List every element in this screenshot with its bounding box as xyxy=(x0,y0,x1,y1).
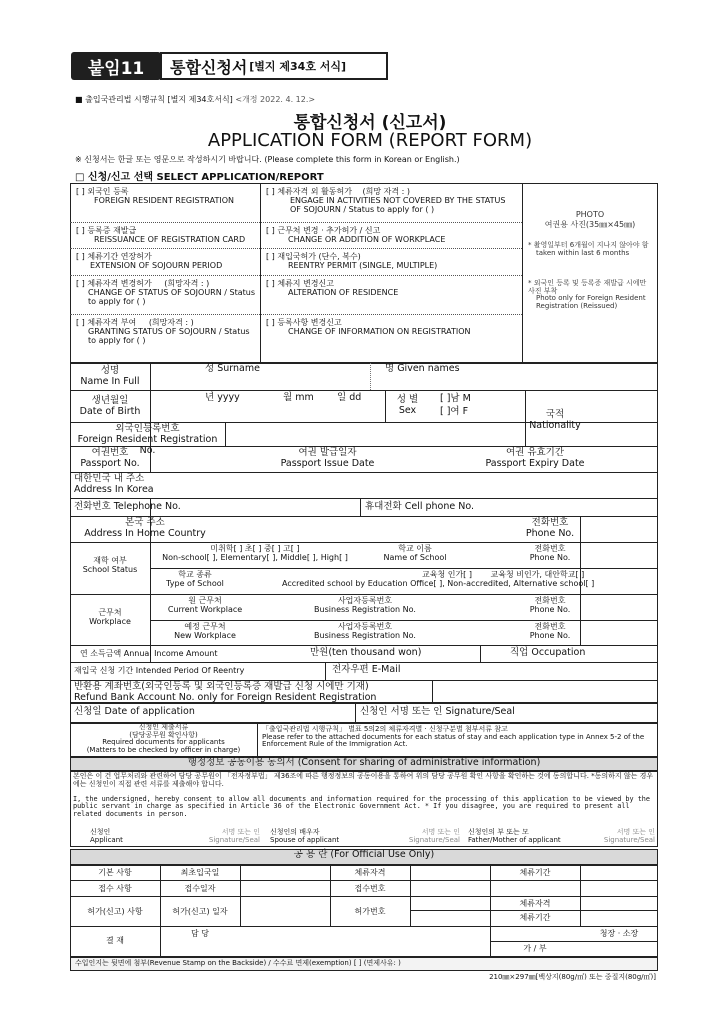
income-label: 연 소득금액 Annual Income Amount xyxy=(80,649,218,658)
option-workplace[interactable]: [ ] 근무처 변경 · 추가허가 / 신고 CHANGE OR ADDITION OF WORKPLACE xyxy=(266,226,446,245)
required-documents-label: 신청인 제출서류 (담당공무원 확인사항) Required documents for applicants (Matters to be checked by officer in charge) xyxy=(86,723,241,755)
photo-box xyxy=(525,210,655,231)
photo-title: PHOTO xyxy=(575,210,605,219)
given-names-label: 명 Given names xyxy=(385,363,460,374)
address-korea-label: 대한민국 내 주소 Address In Korea xyxy=(74,473,154,495)
current-biz-no-label: 사업자등록번호 Business Registration No. xyxy=(314,596,416,615)
sex-label: 성 별 Sex xyxy=(396,394,419,416)
application-date-label: 신청일 Date of application xyxy=(74,706,195,717)
school-phone-label: 전화번호 Phone No. xyxy=(529,544,571,563)
official-receipt-date: 접수일자 xyxy=(184,884,216,893)
paper-spec: 210㎜×297㎜[백상지(80g/㎡) 또는 중질지(80g/㎡)] xyxy=(489,973,656,981)
sex-male-option[interactable]: [ ]남 M xyxy=(440,393,471,404)
school-type-options[interactable]: 교육청 인가[ ] 교육청 비인가, 대안학교[ ] Accredited school by Education Office[ ], Non-accredited, Alternative school[ ] xyxy=(282,570,595,589)
revenue-stamp-line: 수입인지는 뒷면에 첨부(Revenue Stamp on the Backside) / 수수료 면제(exemption) [ ] (면제사유: ) xyxy=(70,957,658,971)
regulation-text: 출입국관리법 시행규칙 [별지 제34호서식] xyxy=(85,95,233,104)
occupation-label: 직업 Occupation xyxy=(510,647,586,658)
tag-title-suffix: [별지 제34호 서식] xyxy=(249,60,347,73)
school-level-options[interactable]: 미취학[ ] 초[ ] 중[ ] 고[ ] Non-school[ ], Elementary[ ], Middle[ ], High[ ] xyxy=(162,544,348,563)
dob-year[interactable]: 년 yyyy xyxy=(205,392,240,403)
passport-expiry-label: 여권 유효기간 Passport Expiry Date xyxy=(485,447,585,469)
official-chief: 청장 · 소장 xyxy=(599,929,639,938)
new-biz-no-label: 사업자등록번호 Business Registration No. xyxy=(314,622,416,641)
school-status-label: 재학 여부 School Status xyxy=(82,556,138,575)
official-charge: 담 당 xyxy=(191,929,209,938)
consent-parent-sign[interactable]: 서명 또는 인 Signature/Seal xyxy=(603,828,655,844)
income-unit: 만원(ten thousand won) xyxy=(310,647,422,658)
dob-day[interactable]: 일 dd xyxy=(337,392,362,403)
consent-parent: 신청인의 부 또는 모 Father/Mother of applicant xyxy=(468,828,561,844)
title-english: APPLICATION FORM (REPORT FORM) xyxy=(207,130,533,151)
option-reentry[interactable]: [ ] 재입국허가 (단수, 복수) REENTRY PERMIT (SINGLE, MULTIPLE) xyxy=(266,252,438,271)
photo-note-1: * 촬영일부터 6개월이 지나지 않아야 함 taken within last 6 months xyxy=(528,241,649,257)
new-workplace-label: 예정 근무처 New Workplace xyxy=(174,622,236,641)
official-yes-no: 가 / 부 xyxy=(523,944,547,953)
title-korean: 통합신청서 (신고서) xyxy=(293,113,447,133)
reentry-period-label: 재입국 신청 기간 Intended Period Of Reentry xyxy=(74,666,245,675)
home-address-label: 본국 주소 Address In Home Country xyxy=(84,517,206,539)
option-reissuance[interactable]: [ ] 등록증 재발급 REISSUANCE OF REGISTRATION CARD xyxy=(76,226,246,245)
option-foreign-registration[interactable]: [ ] 외국인 등록 FOREIGN RESIDENT REGISTRATION xyxy=(76,187,235,206)
documents-instructions: 「출입국관리법 시행규칙」 별표 5의2의 체류자격별 · 신청구분별 첨부서류 참고 Please refer to the attached documents for each status of stay and each application type in Annex 5-2 of the Enforcement Rule of the Immigration Act. xyxy=(262,725,645,749)
consent-text-korean: 본인은 이 건 업무처리와 관련하여 담당 공무원이 「전자정부법」 제36조에 따른 행정정보의 공동이용을 통하여 위의 담당 공무원 확인 사항을 확인하는 것에 동의합니다. *동의하지 않는 경우에는 신청인이 직접 관련 서류를 제출해야 합니다. xyxy=(73,772,654,788)
consent-applicant: 신청인 Applicant xyxy=(90,828,123,844)
consent-header: 행정정보 공동이용 동의서 (Consent for sharing of administrative information) xyxy=(70,757,658,771)
cellphone-label: 휴대전화 Cell phone No. xyxy=(365,501,475,512)
official-permit-date: 허가(신고) 일자 xyxy=(172,907,228,916)
option-residence[interactable]: [ ] 체류지 변경신고 ALTERATION OF RESIDENCE xyxy=(266,279,399,298)
current-workplace-phone-label: 전화번호 Phone No. xyxy=(529,596,571,615)
photo-size: 여권용 사진(35㎜×45㎜) xyxy=(544,220,636,230)
select-header: □ 신청/신고 선택 SELECT APPLICATION/REPORT xyxy=(75,172,324,183)
option-extension[interactable]: [ ] 체류기간 연장허가 EXTENSION OF SOJOURN PERIOD xyxy=(76,252,223,271)
workplace-label: 근무처 Workplace xyxy=(89,608,131,627)
sex-female-option[interactable]: [ ]여 F xyxy=(440,406,469,417)
option-info-change[interactable]: [ ] 등록사항 변경신고 CHANGE OF INFORMATION ON REGISTRATION xyxy=(266,318,471,337)
frn-label: 외국인등록번호 Foreign Resident Registration No. xyxy=(77,423,218,456)
new-workplace-phone-label: 전화번호 Phone No. xyxy=(529,622,571,641)
consent-text-english: I, the undersigned, hereby consent to allow all documents and information required for the processing of this application to be viewed by the public servant in charge as specified in Article 36 of the Electronic Government Act. * If you disagree, you are required to present all related documents in person. xyxy=(73,795,650,818)
telephone-label: 전화번호 Telephone No. xyxy=(74,501,181,512)
bullet: ■ xyxy=(75,95,83,104)
consent-applicant-sign[interactable]: 서명 또는 인 Signature/Seal xyxy=(208,828,260,844)
official-receipt: 접수 사항 xyxy=(98,884,132,893)
official-receipt-no: 접수번호 xyxy=(354,884,386,893)
consent-spouse: 신청인의 배우자 Spouse of applicant xyxy=(270,828,340,844)
official-permit-no: 허가번호 xyxy=(354,907,386,916)
option-granting-status[interactable]: [ ] 체류자격 부여 (희망자격 : ) GRANTING STATUS OF SOJOURN / Status to apply for ( ) xyxy=(76,318,250,346)
photo-note-2: * 외국인 등록 및 등록증 재발급 시에만 사진 부착 Photo only for Foreign Resident Registration (Reissued) xyxy=(528,279,647,311)
dob-month[interactable]: 월 mm xyxy=(283,392,314,403)
regulation-line xyxy=(75,95,315,104)
school-type-label: 학교 종류 Type of School xyxy=(166,570,224,589)
school-name-label: 학교 이름 Name of School xyxy=(383,544,447,563)
official-first-entry: 최초입국일 xyxy=(180,868,220,877)
passport-issue-label: 여권 발급일자 Passport Issue Date xyxy=(280,447,375,469)
tag-title-text: 통합신청서 xyxy=(170,57,248,77)
official-permit-period: 체류기간 xyxy=(519,913,551,922)
option-change-status[interactable]: [ ] 체류자격 변경허가 (희망자격 : ) CHANGE OF STATUS OF SOJOURN / Status to apply for ( ) xyxy=(76,279,255,307)
dob-label: 생년월일 Date of Birth xyxy=(79,395,141,417)
nationality-label: 국적 Nationality xyxy=(529,409,581,431)
surname-label: 성 Surname xyxy=(205,363,260,374)
official-permit-status: 체류자격 xyxy=(519,899,551,908)
form-tag-title xyxy=(160,52,388,80)
official-use-header: 공 용 란 (For Official Use Only) xyxy=(70,849,658,865)
applicant-signature-label: 신청인 서명 또는 인 Signature/Seal xyxy=(360,706,515,717)
refund-account-label: 반환용 계좌번호(외국인등록 및 외국인등록증 재발급 신청 시에만 기재) Refund Bank Account No. only for Foreign Resident Registration xyxy=(74,681,377,703)
official-decision: 결 재 xyxy=(106,936,124,945)
official-status: 체류자격 xyxy=(354,868,386,877)
attachment-badge: 붙임11 xyxy=(71,52,161,80)
passport-no-label: 여권번호 Passport No. xyxy=(80,447,140,469)
home-phone-label: 전화번호 Phone No. xyxy=(525,517,575,539)
email-label: 전자우편 E-Mail xyxy=(332,664,401,675)
name-label: 성명 Name In Full xyxy=(80,365,140,387)
language-notice: ※ 신청서는 한글 또는 영문으로 작성하시기 바랍니다. (Please complete this form in Korean or English.) xyxy=(75,155,460,164)
official-permit: 허가(신고) 사항 xyxy=(87,907,143,916)
consent-spouse-sign[interactable]: 서명 또는 인 Signature/Seal xyxy=(408,828,460,844)
revision-note: <개정 2022. 4. 12.> xyxy=(235,95,316,104)
official-basic: 기본 사항 xyxy=(98,868,132,877)
official-period: 체류기간 xyxy=(519,868,551,877)
current-workplace-label: 원 근무처 Current Workplace xyxy=(167,596,243,615)
option-activities[interactable]: [ ] 체류자격 외 활동허가 (희망 자격 : ) ENGAGE IN ACTIVITIES NOT COVERED BY THE STATUS OF SOJOURN / Status to apply for ( ) xyxy=(266,187,506,215)
